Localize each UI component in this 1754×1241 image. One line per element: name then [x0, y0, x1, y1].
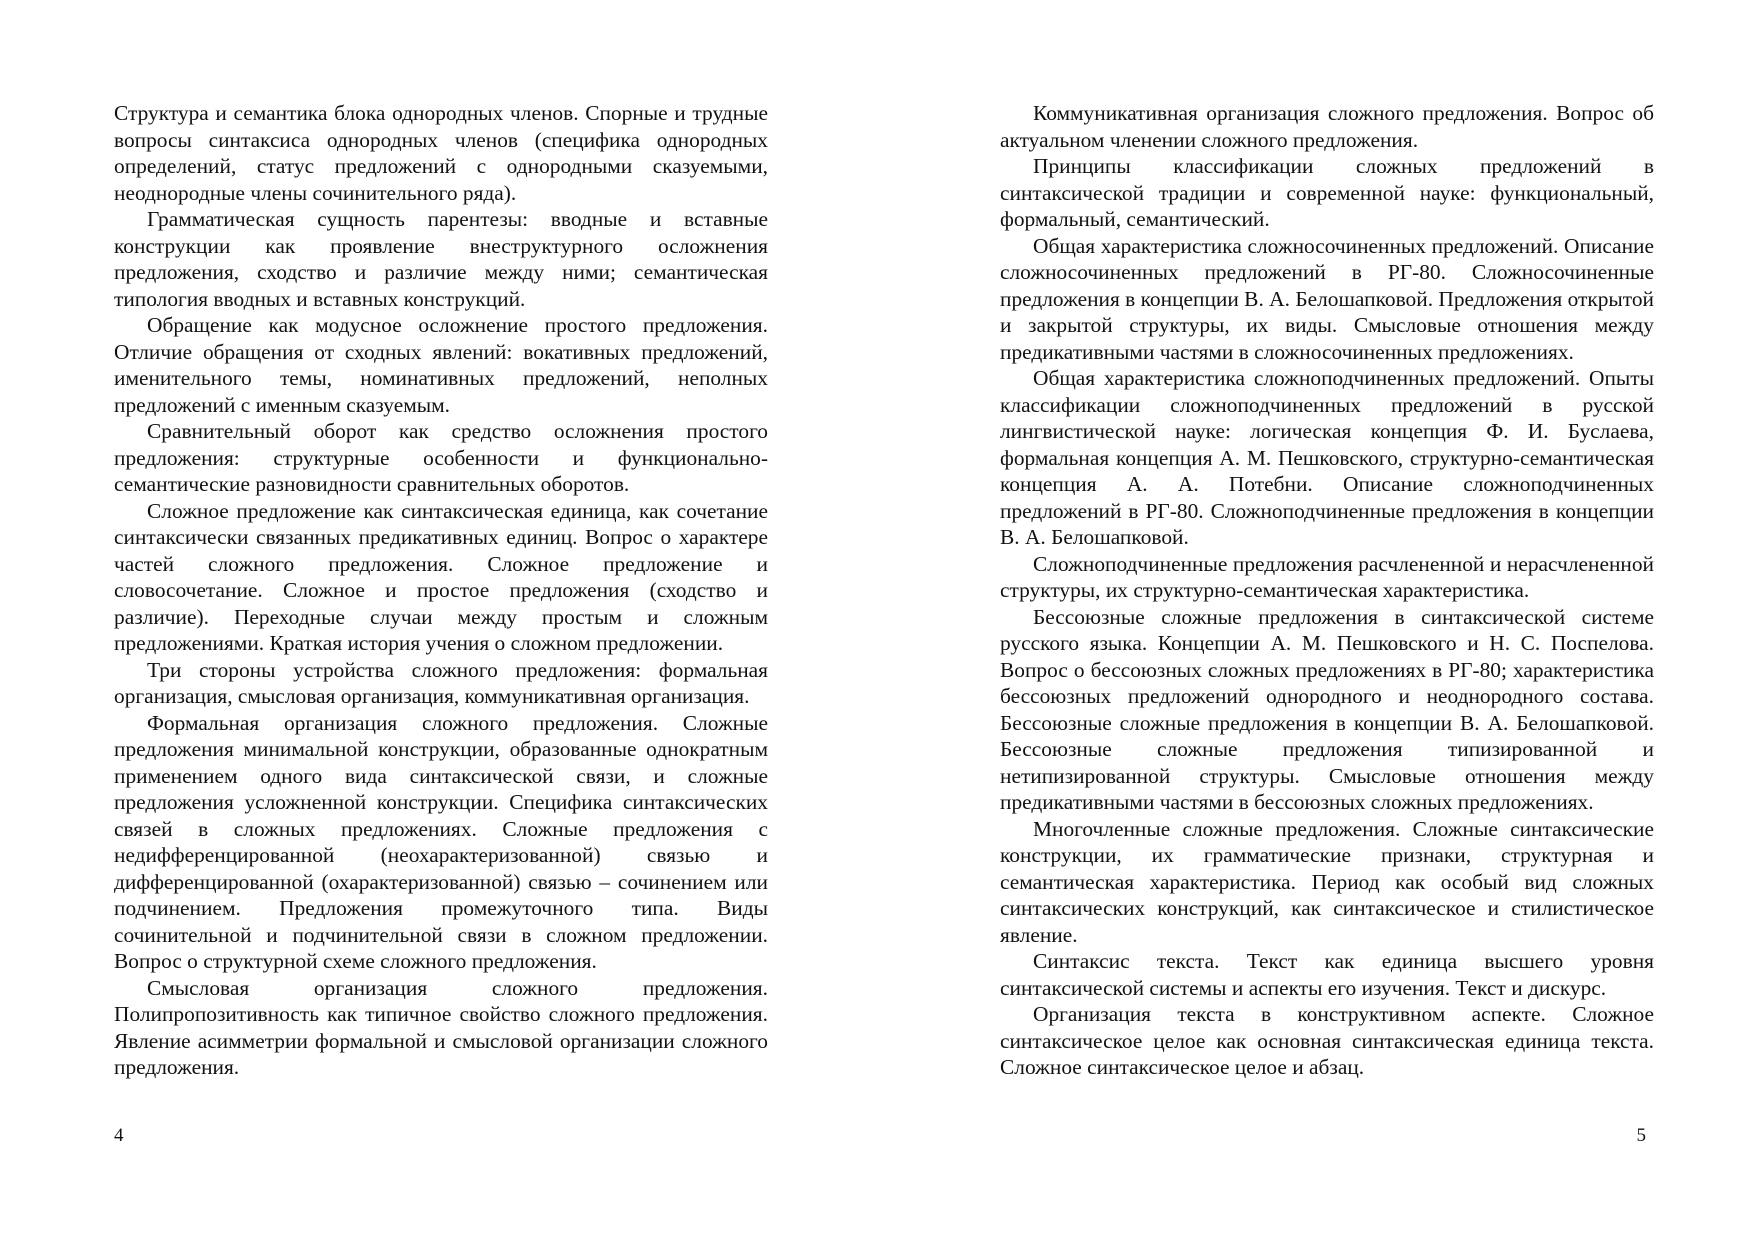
right-page-text	[1000, 100, 1654, 1081]
paragraph: Формальная организация сложного предложения. Сложные предложения минимальной конструкции, образованные однократным применением одного вида синтаксической связи, и сложные предложения усложненной конструкции. Специфика синтаксических связей в сложных предложениях. Сложные предложения с недифференцированной (неохарактеризованной) связью и дифференцированной (охарактеризованной) связью – сочинением или подчинением. Предложения промежуточного типа. Виды сочинительной и подчинительной связи в сложном предложении. Вопрос о структурной схеме сложного предложения.	[114, 710, 768, 973]
page-number: 4	[114, 1125, 124, 1146]
paragraph: Многочленные сложные предложения. Сложные синтаксические конструкции, их грамматические признаки, структурная и семантическая характеристика. Период как особый вид сложных синтаксических конструкций, как синтаксическое и стилистическое явление.	[1000, 816, 1654, 947]
paragraph: Сложное предложение как синтаксическая единица, как сочетание синтаксически связанных предикативных единиц. Вопрос о характере частей сложного предложения. Сложное предложение и словосочетание. Сложное и простое предложения (сходство и различие). Переходные случаи между простым и сложным предложениями. Краткая история учения о сложном предложении.	[114, 498, 768, 655]
paragraph: Организация текста в конструктивном аспекте. Сложное синтаксическое целое как основная синтаксическая единица текста. Сложное синтаксическое целое и абзац.	[1000, 1002, 1654, 1079]
paragraph: Общая характеристика сложноподчиненных предложений. Опыты классификации сложноподчиненных предложений в русской лингвистической науке: логическая концепция Ф. И. Буслаева, формальная концепция А. М. Пешковского, структурно-семантическая концепция А. А. Потебни. Описание сложноподчиненных предложений в РГ-80. Сложноподчиненные предложения в концепции В. А. Белошапковой.	[1000, 366, 1654, 549]
page-number: 5	[1636, 1125, 1646, 1146]
paragraph: Принципы классификации сложных предложений в синтаксической традиции и современной науке: функциональный, формальный, семантический.	[1000, 154, 1654, 231]
paragraph: Общая характеристика сложносочиненных предложений. Описание сложносочиненных предложений в РГ-80. Сложносочиненные предложения в концепции В. А. Белошапковой. Предложения открытой и закрытой структуры, их виды. Смысловые отношения между предикативными частями в сложносочиненных предложениях.	[1000, 233, 1654, 364]
paragraph: Структура и семантика блока однородных членов. Спорные и трудные вопросы синтаксиса однородных членов (специфика однородных определений, статус предложений с однородными сказуемыми, неоднородные члены сочинительного ряда).	[114, 101, 768, 205]
paragraph: Сравнительный оборот как средство осложнения простого предложения: структурные особенности и функционально-семантические разновидности сравнительных оборотов.	[114, 419, 768, 496]
paragraph: Грамматическая сущность парентезы: вводные и вставные конструкции как проявление внеструктурного осложнения предложения, сходство и различие между ними; семантическая типология вводных и вставных конструкций.	[114, 207, 768, 311]
paragraph: Смысловая организация сложного предложения. Полипропозитивность как типичное свойство сложного предложения. Явление асимметрии формальной и смысловой организации сложного предложения.	[114, 975, 768, 1079]
paragraph: Три стороны устройства сложного предложения: формальная организация, смысловая организация, коммуникативная организация.	[114, 657, 768, 708]
paragraph: Сложноподчиненные предложения расчлененной и нерасчлененной структуры, их структурно-семантическая характеристика.	[1000, 551, 1654, 602]
paragraph: Синтаксис текста. Текст как единица высшего уровня синтаксической системы и аспекты его изучения. Текст и дискурс.	[1000, 949, 1654, 1000]
paragraph: Коммуникативная организация сложного предложения. Вопрос об актуальном членении сложного предложения.	[1000, 101, 1654, 152]
paragraph: Бессоюзные сложные предложения в синтаксической системе русского языка. Концепции А. М. Пешковского и Н. С. Поспелова. Вопрос о бессоюзных сложных предложениях в РГ-80; характеристика бессоюзных предложений однородного и неоднородного состава. Бессоюзные сложные предложения в концепции В. А. Белошапковой. Бессоюзные сложные предложения типизированной и нетипизированной структуры. Смысловые отношения между предикативными частями в бессоюзных сложных предложениях.	[1000, 604, 1654, 814]
right-page	[877, 0, 1754, 1241]
paragraph: Обращение как модусное осложнение простого предложения. Отличие обращения от сходных явлений: вокативных предложений, именительного темы, номинативных предложений, неполных предложений с именным сказуемым.	[114, 313, 768, 417]
left-page-text	[114, 100, 768, 1081]
